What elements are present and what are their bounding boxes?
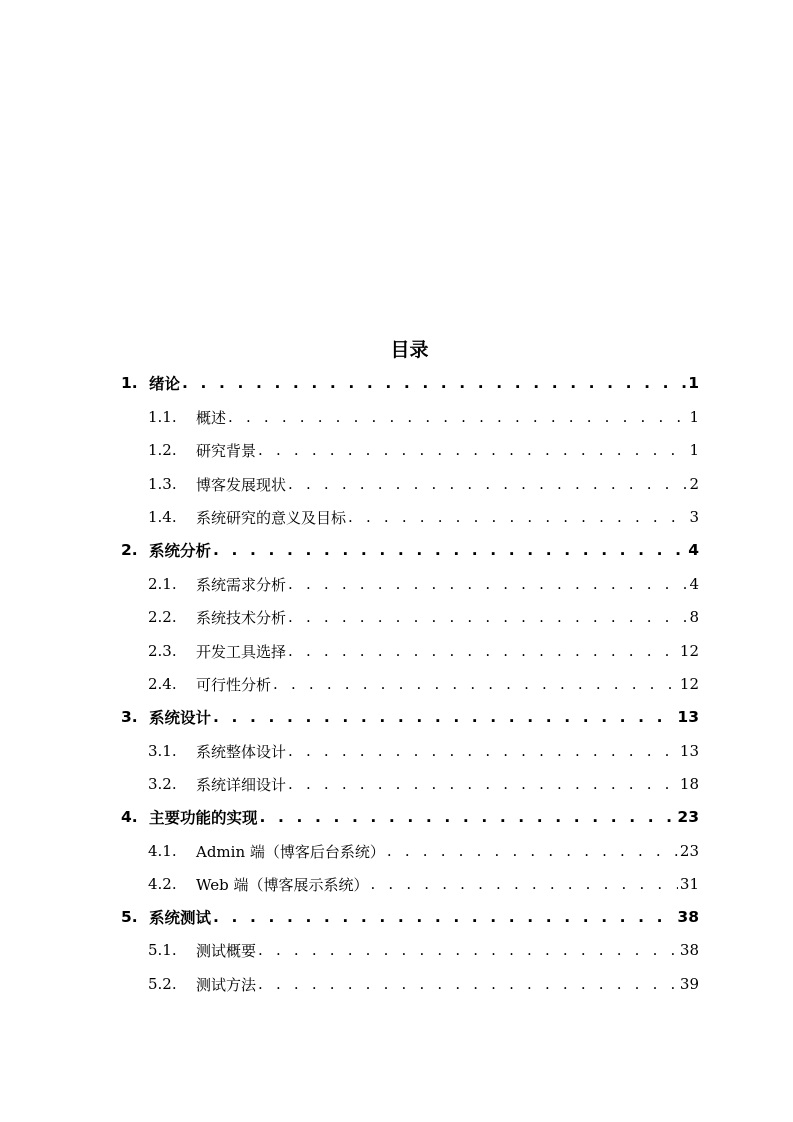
toc-entry-number: 5. (121, 908, 138, 926)
toc-leader-dots (370, 875, 677, 893)
toc-entry-label: 开发工具选择 (196, 642, 287, 661)
toc-entry-page: 38 (677, 908, 699, 926)
toc-entry-page: 23 (679, 842, 699, 860)
toc-leader-dots (387, 842, 678, 860)
toc-entry-number: 2.2. (148, 608, 177, 626)
toc-entry-page: 39 (679, 975, 699, 993)
toc-entry-label: 系统详细设计 (196, 775, 287, 794)
toc-leader-dots (288, 642, 678, 660)
toc-entry[interactable] (121, 902, 699, 932)
toc-leader-dots (348, 508, 687, 526)
toc-leader-dots (288, 575, 687, 593)
toc-entry-number: 5.2. (148, 975, 177, 993)
toc-entry-label: 主要功能的实现 (149, 809, 258, 827)
toc-entry-number: 2.4. (148, 675, 177, 693)
toc-entry-label: 博客发展现状 (196, 475, 287, 494)
toc-entry-label: 绪论 (149, 375, 181, 393)
toc-entry[interactable] (148, 502, 699, 532)
toc-leader-dots (288, 475, 687, 493)
toc-entry-label: 测试概要 (196, 941, 257, 960)
toc-entry-number: 2.3. (148, 642, 177, 660)
toc-leader-dots (258, 941, 678, 959)
toc-entry[interactable] (148, 602, 699, 632)
toc-entry-number: 3. (121, 708, 138, 726)
toc-entry[interactable] (121, 368, 699, 398)
toc-leader-dots (288, 608, 687, 626)
toc-entry-label: 测试方法 (196, 975, 257, 994)
toc-entry[interactable] (148, 569, 699, 599)
toc-leader-dots (228, 408, 687, 426)
toc-entry-label: 系统测试 (149, 909, 212, 927)
toc-entry-page: 4 (689, 575, 699, 593)
toc-entry-page: 23 (677, 808, 699, 826)
toc-entry-page: 8 (689, 608, 699, 626)
toc-entry-page: 13 (679, 742, 699, 760)
toc-entry-page: 13 (677, 708, 699, 726)
toc-entry-page: 12 (679, 642, 699, 660)
toc-leader-dots (260, 808, 676, 826)
toc-entry-label: Admin 端（博客后台系统） (196, 842, 385, 861)
toc-entry-page: 38 (679, 941, 699, 959)
toc-entry-number: 2.1. (148, 575, 177, 593)
toc-entry[interactable] (148, 402, 699, 432)
toc-entry[interactable] (148, 435, 699, 465)
toc-leader-dots (213, 541, 686, 559)
toc-entry-label: 研究背景 (196, 441, 257, 460)
toc-leader-dots (273, 675, 678, 693)
toc-entry-number: 2. (121, 541, 138, 559)
toc-entry[interactable] (148, 736, 699, 766)
toc-entry-label: 系统研究的意义及目标 (196, 508, 347, 527)
toc-entry[interactable] (148, 969, 699, 999)
toc-entry-number: 5.1. (148, 941, 177, 959)
toc-entry-page: 18 (679, 775, 699, 793)
toc-entry-number: 4. (121, 808, 138, 826)
toc-entry-number: 1.2. (148, 441, 177, 459)
toc-entry-label: 系统设计 (149, 709, 212, 727)
toc-entry[interactable] (148, 935, 699, 965)
toc-entry[interactable] (148, 836, 699, 866)
toc-entry-page: 2 (689, 475, 699, 493)
toc-entry-number: 1.1. (148, 408, 177, 426)
toc-entry-number: 1. (121, 374, 138, 392)
toc-leader-dots (288, 775, 678, 793)
toc-entry-number: 1.3. (148, 475, 177, 493)
toc-entry-page: 12 (679, 675, 699, 693)
toc-entry-number: 4.2. (148, 875, 177, 893)
toc-entry-label: 系统技术分析 (196, 608, 287, 627)
toc-entry[interactable] (121, 535, 699, 565)
toc-entry-page: 4 (688, 541, 699, 559)
toc-entry-label: 系统分析 (149, 542, 212, 560)
toc-leader-dots (213, 908, 675, 926)
toc-entry-label: 系统整体设计 (196, 742, 287, 761)
toc-entry-page: 1 (688, 374, 699, 392)
toc-leader-dots (182, 374, 686, 392)
toc-entry-page: 31 (679, 875, 699, 893)
toc-entry[interactable] (148, 469, 699, 499)
toc-leader-dots (258, 441, 687, 459)
toc-leader-dots (213, 708, 675, 726)
toc-entry-page: 1 (689, 441, 699, 459)
toc-entry[interactable] (148, 869, 699, 899)
toc-entry[interactable] (148, 769, 699, 799)
toc-entry[interactable] (148, 669, 699, 699)
toc-entry-number: 1.4. (148, 508, 177, 526)
toc-entry-label: 系统需求分析 (196, 575, 287, 594)
toc-entry[interactable] (121, 802, 699, 832)
toc-leader-dots (258, 975, 678, 993)
toc-entry-number: 3.1. (148, 742, 177, 760)
toc-entry-label: 概述 (196, 408, 227, 427)
toc-title: 目录 (390, 339, 429, 361)
toc-entry-page: 3 (689, 508, 699, 526)
toc-entry[interactable] (148, 636, 699, 666)
toc-entry-page: 1 (689, 408, 699, 426)
toc-entry[interactable] (121, 702, 699, 732)
toc-leader-dots (288, 742, 678, 760)
toc-entry-label: Web 端（博客展示系统） (196, 875, 369, 894)
toc-entry-label: 可行性分析 (196, 675, 272, 694)
toc-entry-number: 3.2. (148, 775, 177, 793)
toc-entry-number: 4.1. (148, 842, 177, 860)
